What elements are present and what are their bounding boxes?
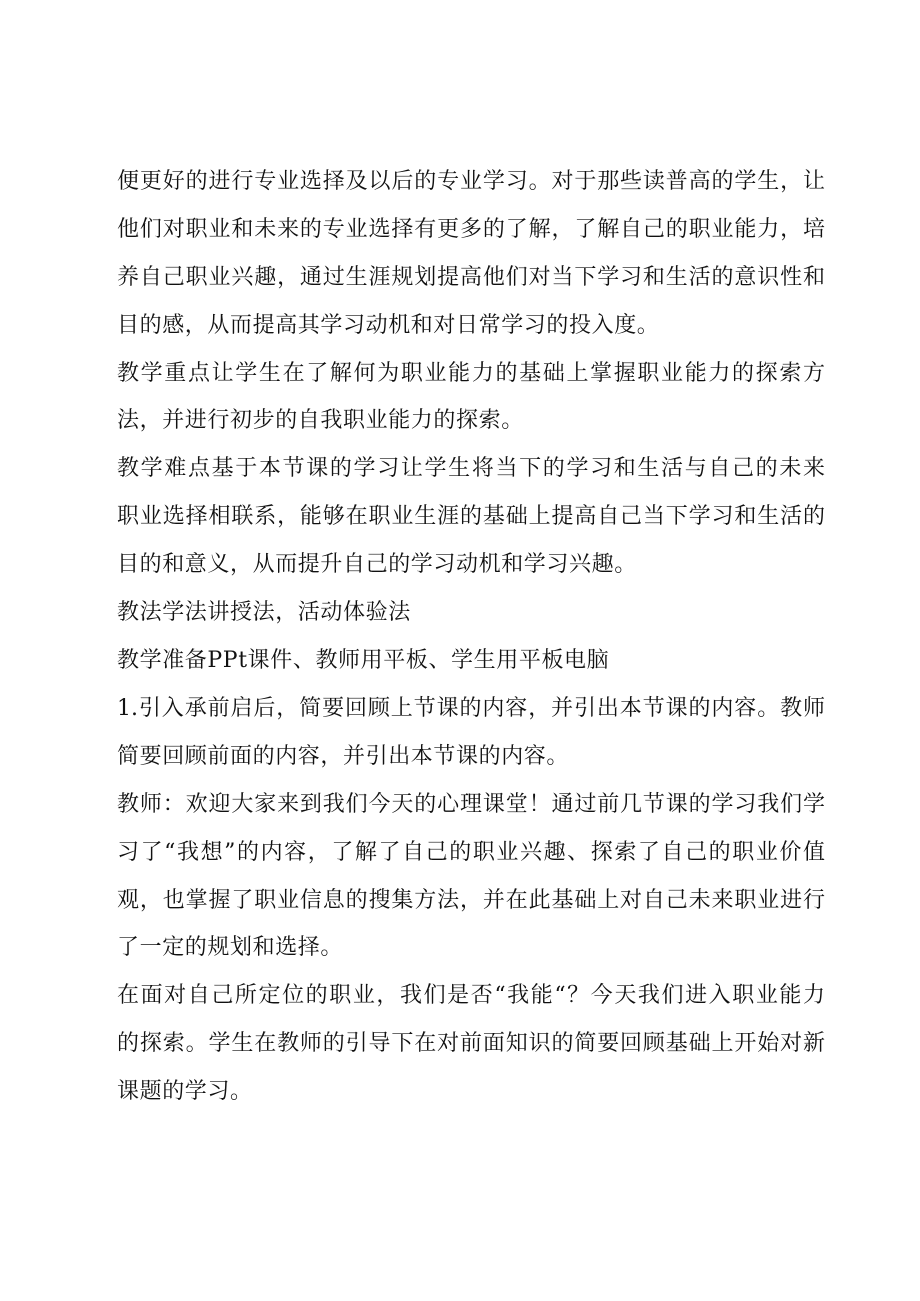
paragraph-line: 养自己职业兴趣，通过生涯规划提高他们对当下学习和生活的意识性和 xyxy=(117,265,825,290)
paragraph-line: 在面对自己所定位的职业，我们是否“我能“？今天我们进入职业能力 xyxy=(117,983,825,1008)
paragraph-line: 便更好的进行专业选择及以后的专业学习。对于那些读普高的学生，让 xyxy=(117,169,825,194)
paragraph-line: 职业选择相联系，能够在职业生涯的基础上提高自己当下学习和生活的 xyxy=(117,504,825,529)
paragraph-line: 教学重点让学生在了解何为职业能力的基础上掌握职业能力的探索方 xyxy=(117,361,825,386)
paragraph-line: 目的感，从而提高其学习动机和对日常学习的投入度。 xyxy=(117,313,660,338)
paragraph-line: 教学准备PPt课件、教师用平板、学生用平板电脑 xyxy=(117,648,610,673)
paragraph-line: 了一定的规划和选择。 xyxy=(117,935,344,960)
paragraph-line: 他们对职业和未来的专业选择有更多的了解，了解自己的职业能力，培 xyxy=(117,217,825,242)
paragraph-line: 1.引入承前启后，简要回顾上节课的内容，并引出本节课的内容。教师 xyxy=(117,696,825,721)
paragraph-line: 法，并进行初步的自我职业能力的探索。 xyxy=(117,408,524,433)
paragraph-line: 简要回顾前面的内容，并引出本节课的内容。 xyxy=(117,744,570,769)
paragraph-line: 课题的学习。 xyxy=(117,1079,253,1104)
paragraph-line: 的探索。学生在教师的引导下在对前面知识的简要回顾基础上开始对新 xyxy=(117,1031,825,1056)
paragraph-line: 教学难点基于本节课的学习让学生将当下的学习和生活与自己的未来 xyxy=(117,456,825,481)
paragraph-line: 目的和意义，从而提升自己的学习动机和学习兴趣。 xyxy=(117,552,637,577)
paragraph-line: 观，也掌握了职业信息的搜集方法，并在此基础上对自己未来职业进行 xyxy=(117,888,825,913)
paragraph-line: 教师：欢迎大家来到我们今天的心理课堂！通过前几节课的学习我们学 xyxy=(117,792,825,817)
paragraph-line: 习了“我想”的内容，了解了自己的职业兴趣、探索了自己的职业价值 xyxy=(117,840,825,865)
paragraph-line: 教法学法讲授法，活动体验法 xyxy=(117,600,411,625)
